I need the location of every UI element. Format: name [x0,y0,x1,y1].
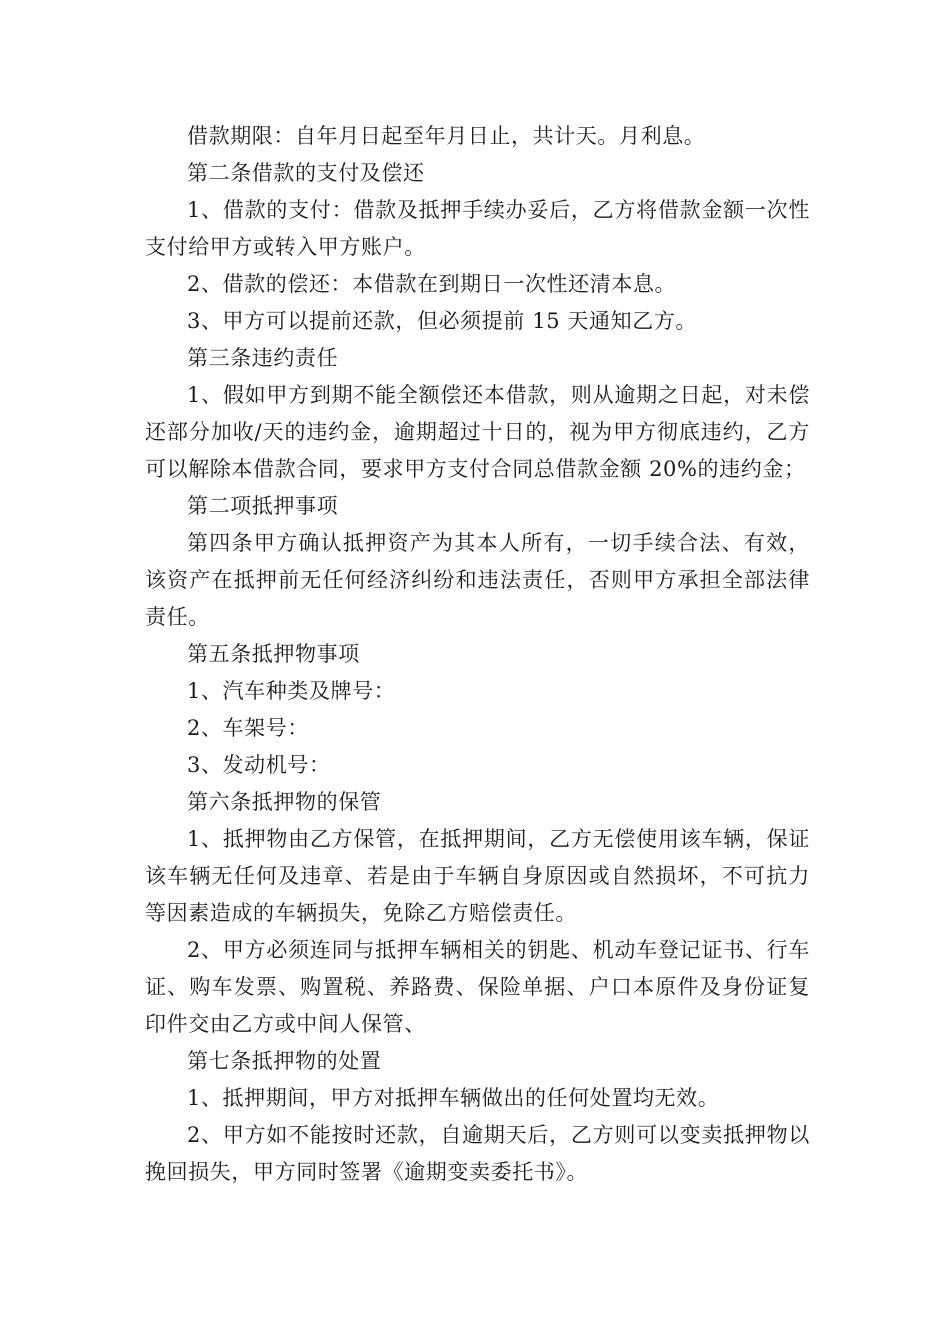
article-4-paragraph: 第四条甲方确认抵押资产为其本人所有，一切手续合法、有效，该资产在抵押前无任何经济纠纷和违法责任，否则甲方承担全部法律责任。 [145,531,810,629]
article-2-clause-2: 2、借款的偿还：本借款在到期日一次性还清本息。 [187,272,677,296]
section-2-heading: 第二项抵押事项 [187,494,339,518]
article-5-heading: 第五条抵押物事项 [187,642,360,666]
article-7-clause-2: 2、甲方如不能按时还款，自逾期天后，乙方则可以变卖抵押物以挽回损失，甲方同时签署《逾期变卖委托书》。 [145,1123,810,1184]
article-5-clause-3: 3、发动机号： [187,753,331,777]
article-2-heading: 第二条借款的支付及偿还 [187,161,425,185]
article-6-clause-2: 2、甲方必须连同与抵押车辆相关的钥匙、机动车登记证书、行车证、购车发票、购置税、养路费、保险单据、户口本原件及身份证复印件交由乙方或中间人保管、 [145,938,810,1036]
article-6-heading: 第六条抵押物的保管 [187,790,382,814]
article-7-heading: 第七条抵押物的处置 [187,1049,382,1073]
article-5-clause-2: 2、车架号： [187,716,309,740]
article-3-clause-1: 1、假如甲方到期不能全额偿还本借款，则从逾期之日起，对未偿还部分加收/天的违约金，逾期超过十日的，视为甲方彻底违约，乙方可以解除本借款合同，要求甲方支付合同总借款金额 20%的违约金； [145,383,810,481]
article-5-clause-1: 1、汽车种类及牌号： [187,679,396,703]
article-6-clause-1: 1、抵押物由乙方保管，在抵押期间，乙方无偿使用该车辆，保证该车辆无任何及违章、若是由于车辆自身原因或自然损坏，不可抗力等因素造成的车辆损失，免除乙方赔偿责任。 [145,827,810,925]
article-2-clause-1: 1、借款的支付：借款及抵押手续办妥后，乙方将借款金额一次性支付给甲方或转入甲方账户。 [145,198,810,259]
article-2-clause-3: 3、甲方可以提前还款，但必须提前 15 天通知乙方。 [187,309,698,333]
loan-term-paragraph: 借款期限：自年月日起至年月日止，共计天。月利息。 [187,124,706,148]
document-body [145,118,810,1191]
article-3-heading: 第三条违约责任 [187,346,339,370]
article-7-clause-1: 1、抵押期间，甲方对抵押车辆做出的任何处置均无效。 [187,1086,720,1110]
